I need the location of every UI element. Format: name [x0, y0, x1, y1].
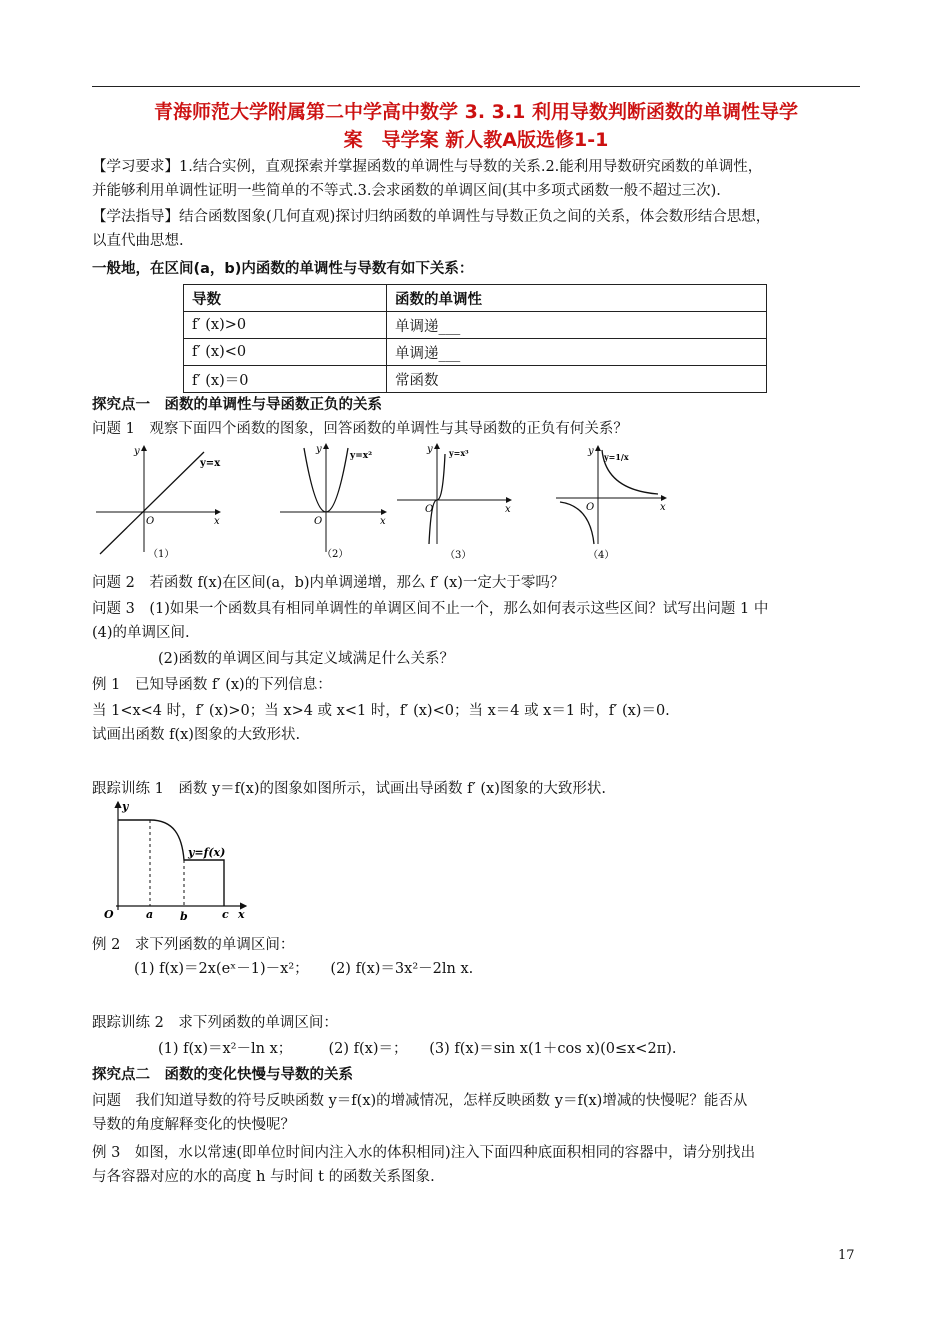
derivative-monotonicity-table: [183, 284, 767, 393]
origin-label: O: [425, 504, 434, 515]
question-3-line-2: (4)的单调区间.: [92, 625, 190, 641]
graph-caption: （3）: [445, 550, 472, 561]
table-header-cell: 函数的单调性: [387, 285, 767, 312]
table-cell: 常函数: [387, 366, 767, 393]
y-axis-label: y: [316, 444, 322, 455]
question-3-line-1: 问题 3 (1)如果一个函数具有相同单调性的单调区间不止一个，那么如何表示这些区间？试写出问题 1 中: [92, 601, 769, 617]
graph-reciprocal: [556, 446, 666, 561]
y-axis-label: y: [427, 444, 433, 455]
origin-label: O: [146, 516, 155, 527]
table-header-cell: 导数: [184, 285, 387, 312]
general-statement: 一般地，在区间(a，b)内函数的单调性与导数有如下关系：: [92, 261, 474, 277]
table-cell: f′ (x)<0: [184, 339, 387, 366]
tick-label-a: a: [146, 908, 154, 921]
curve-label: y=x: [200, 458, 221, 469]
graph-caption: （4）: [588, 550, 615, 561]
table-cell: f′ (x)>0: [184, 312, 387, 339]
table-row: [184, 366, 767, 393]
curve-label: y=f(x): [188, 846, 226, 859]
page-number: 17: [838, 1248, 855, 1263]
x-axis-label: x: [505, 504, 511, 515]
top-rule: [92, 86, 860, 87]
explore2-question-line-2: 导数的角度解释变化的快慢呢？: [92, 1117, 295, 1133]
tick-label-b: b: [180, 910, 188, 923]
table-cell: f′ (x)＝0: [184, 366, 387, 393]
example-1-line-1: 例 1 已知导函数 f′ (x)的下列信息：: [92, 677, 332, 693]
y-axis-label: y: [588, 446, 594, 457]
curve-label: y=x²: [350, 451, 373, 461]
requirements-line-2: 并能够利用单调性证明一些简单的不等式.3.会求函数的单调区间(其中多项式函数一般不超过三次).: [92, 183, 721, 199]
origin-label: O: [104, 908, 114, 921]
table-cell: 单调递___: [387, 339, 767, 366]
curve-label: y=1/x: [604, 452, 629, 462]
graph-caption: （1）: [148, 549, 175, 560]
table-row: [184, 339, 767, 366]
requirements-line-1: 【学习要求】1.结合实例，直观探索并掌握函数的单调性与导数的关系.2.能利用导数研究函数的单调性，: [92, 159, 763, 175]
x-axis-label: x: [214, 516, 220, 527]
x-axis-label: x: [660, 502, 666, 513]
table-header-row: [184, 285, 767, 312]
graph-caption: （2）: [322, 549, 349, 560]
four-function-graphs: [92, 440, 862, 565]
x-axis-label: x: [238, 908, 245, 921]
question-1: 问题 1 观察下面四个函数的图象，回答函数的单调性与其导函数的正负有何关系？: [92, 421, 628, 437]
training-2-line-1: 跟踪训练 2 求下列函数的单调区间：: [92, 1015, 338, 1031]
document-title: [92, 98, 860, 154]
graph-quadratic: [280, 444, 386, 560]
table-row: [184, 312, 767, 339]
y-axis-label: y: [122, 800, 129, 813]
explore2-question-line-1: 问题 我们知道导数的符号反映函数 y＝f(x)的增减情况，怎样反映函数 y＝f(x)增减的快慢呢？能否从: [92, 1093, 748, 1109]
x-axis-label: x: [380, 516, 386, 527]
graph-linear: [96, 446, 221, 560]
curve-y-equals-x: [100, 452, 204, 554]
title-line-2: 案 导学案 新人教A版选修1-1: [343, 129, 609, 151]
question-3-part-2: (2)函数的单调区间与其定义域满足什么关系？: [158, 651, 455, 667]
guidance-line-2: 以直代曲思想.: [92, 233, 184, 249]
title-line-1: 青海师范大学附属第二中学高中数学 3. 3.1 利用导数判断函数的单调性导学: [154, 101, 798, 123]
example-1-line-2: 当 1<x<4 时，f′ (x)>0；当 x>4 或 x<1 时，f′ (x)<0；当 x＝4 或 x＝1 时，f′ (x)＝0.: [92, 703, 670, 719]
example-1-line-3: 试画出函数 f(x)图象的大致形状.: [92, 727, 301, 743]
tick-label-c: c: [222, 908, 229, 921]
training-2-line-2: (1) f(x)＝x²－ln x； (2) f(x)＝； (3) f(x)＝sin x(1＋cos x)(0≤x<2π).: [158, 1041, 677, 1057]
explore2-heading: 探究点二 函数的变化快慢与导数的关系: [92, 1067, 353, 1083]
curve-f: [118, 820, 224, 906]
y-axis-label: y: [134, 446, 140, 457]
example-2-line-2: (1) f(x)＝2x(eˣ－1)－x²； (2) f(x)＝3x²－2ln x.: [134, 961, 474, 977]
training-1-graph: [96, 798, 256, 924]
guidance-line-1: 【学法指导】结合函数图象(几何直观)探讨归纳函数的单调性与导数正负之间的关系，体会数形结合思想，: [92, 209, 771, 225]
explore1-heading: 探究点一 函数的单调性与导函数正负的关系: [92, 397, 382, 413]
curve-label: y=x³: [449, 448, 469, 458]
example-3-line-1: 例 3 如图，水以常速(即单位时间内注入水的体积相同)注入下面四种底面积相同的容器中，请分别找出: [92, 1145, 756, 1161]
table-cell: 单调递___: [387, 312, 767, 339]
example-2-line-1: 例 2 求下列函数的单调区间：: [92, 937, 295, 953]
origin-label: O: [586, 502, 595, 513]
question-2: 问题 2 若函数 f(x)在区间(a，b)内单调递增，那么 f′ (x)一定大于零吗？: [92, 575, 565, 591]
graph-cubic: [397, 444, 511, 561]
training-1: 跟踪训练 1 函数 y＝f(x)的图象如图所示，试画出导函数 f′ (x)图象的大致形状.: [92, 781, 606, 797]
example-3-line-2: 与各容器对应的水的高度 h 与时间 t 的函数关系图象.: [92, 1169, 435, 1185]
origin-label: O: [314, 516, 323, 527]
